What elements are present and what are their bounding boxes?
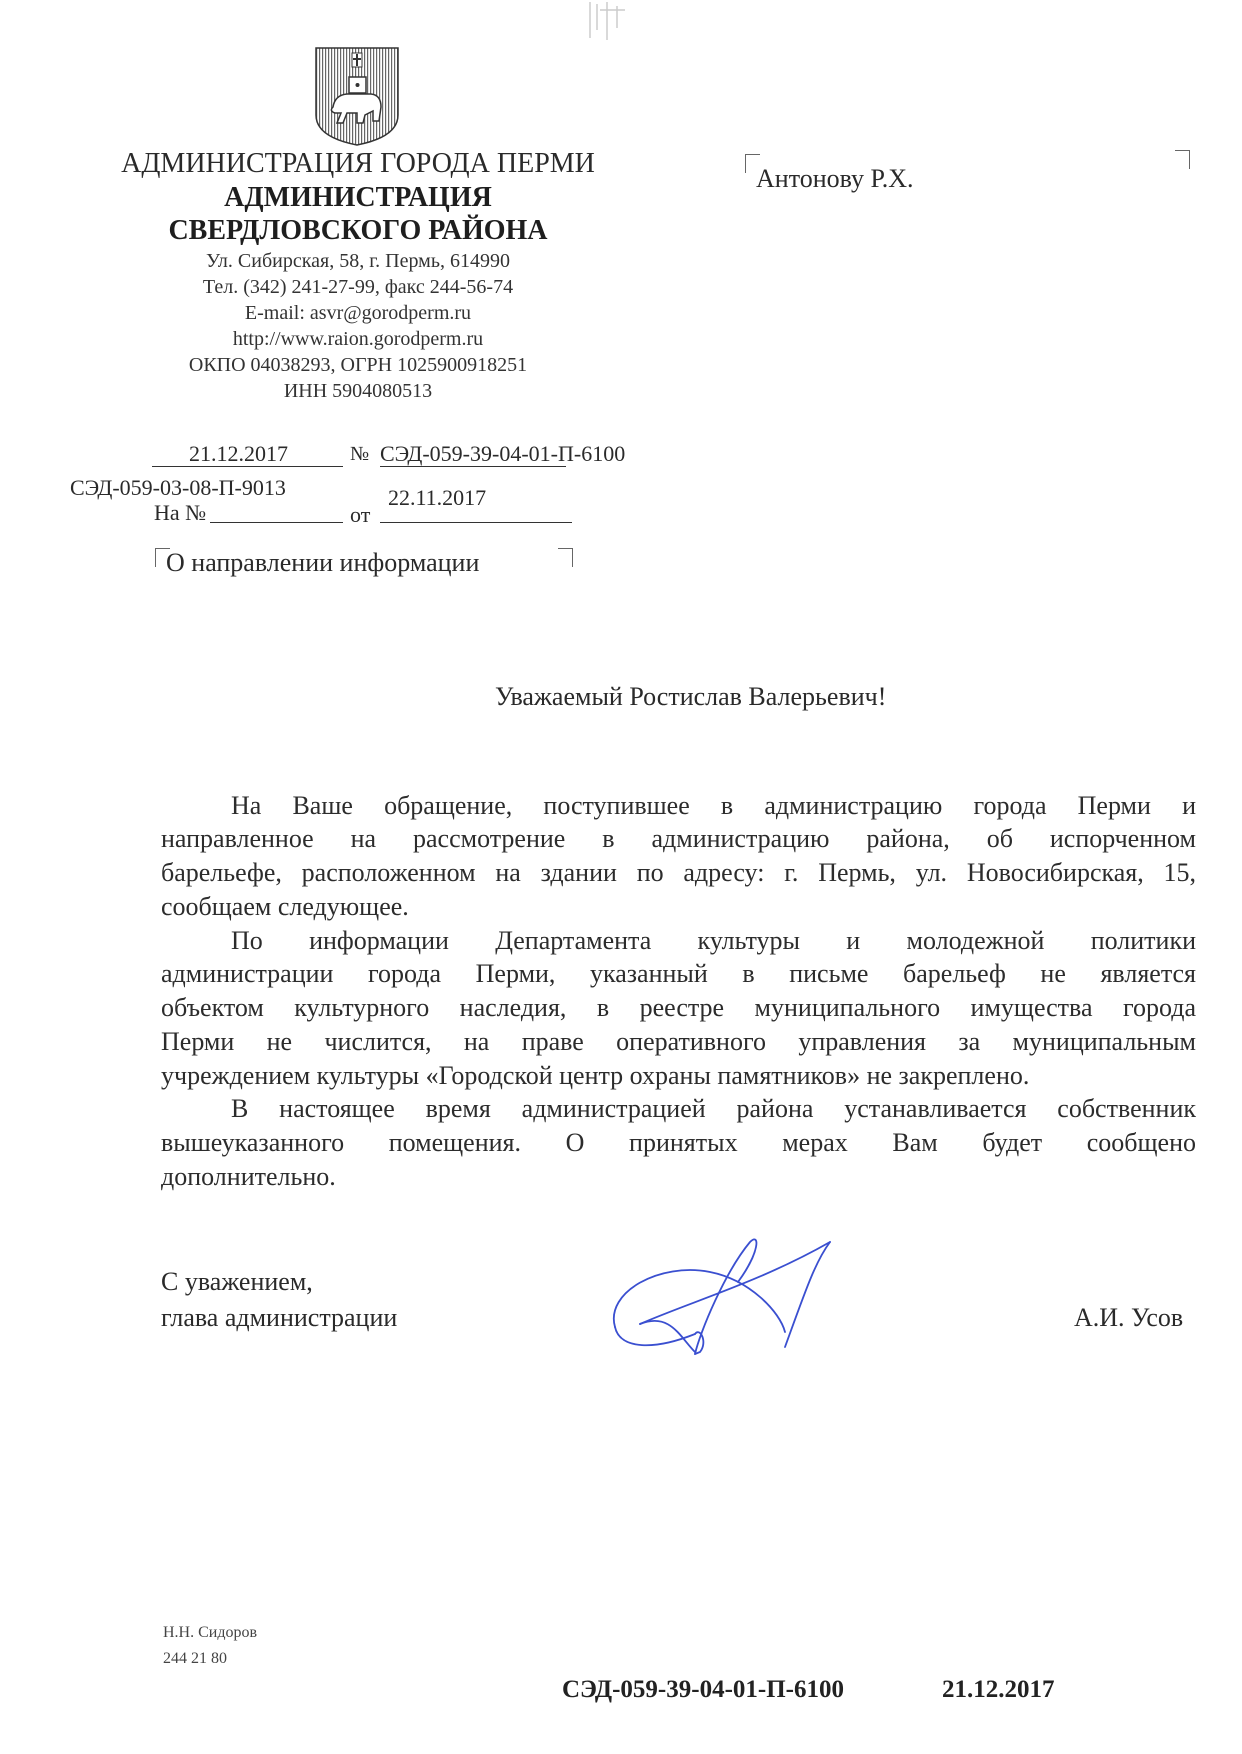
email: E-mail: asvr@gorodperm.ru	[244, 302, 472, 324]
scan-artifact	[585, 0, 630, 42]
signatory-name: А.И. Усов	[1074, 1303, 1184, 1332]
okpo-ogrn: ОКПО 04038293, ОГРН 1025900918251	[188, 354, 528, 376]
perm-coat-of-arms-logo	[313, 45, 401, 147]
incoming-date-underline	[380, 522, 572, 523]
inn: ИНН 5904080513	[283, 380, 433, 402]
addressee: Антонову Р.Х.	[756, 164, 914, 193]
body-line: По информации Департамента культуры и молодежной политики	[231, 926, 1196, 955]
addressee-corner-right	[1175, 150, 1190, 169]
number-sign: №	[350, 443, 370, 465]
closing-regards: С уважением,	[161, 1267, 313, 1296]
body-line: объектом культурного наследия, в реестре муниципального имущества города	[161, 993, 1196, 1022]
from-label: от	[350, 502, 371, 527]
footer-document-date: 21.12.2017	[942, 1676, 1055, 1703]
incoming-number: СЭД-059-03-08-П-9013	[70, 475, 286, 500]
body-line: направленное на рассмотрение в администрацию района, об испорченном	[161, 824, 1196, 853]
subject-corner-right	[558, 548, 573, 567]
subject: О направлении информации	[166, 548, 480, 577]
city-administration-title: АДМИНИСТРАЦИЯ ГОРОДА ПЕРМИ	[121, 148, 595, 179]
body-line: вышеуказанного помещения. О принятых мерах Вам будет сообщено	[161, 1128, 1196, 1157]
body-line: учреждением культуры «Городской центр охраны памятников» не закреплено.	[161, 1061, 1030, 1090]
body-line: На Ваше обращение, поступившее в администрацию города Перми и	[231, 791, 1196, 820]
greeting: Уважаемый Ростислав Валерьевич!	[495, 682, 887, 711]
footer-document-number: СЭД-059-39-04-01-П-6100	[562, 1676, 845, 1703]
body-line: администрации города Перми, указанный в письме барельеф не является	[161, 959, 1196, 988]
body-line: Перми не числится, на праве оперативного управления за муниципальным	[161, 1027, 1196, 1056]
district-administration-title-line1: АДМИНИСТРАЦИЯ	[224, 182, 492, 213]
reply-number-underline	[210, 522, 343, 523]
reply-to-label: На №	[154, 500, 207, 525]
handwritten-signature	[600, 1232, 890, 1357]
district-administration-title-line2: СВЕРДЛОВСКОГО РАЙОНА	[168, 215, 548, 246]
website: http://www.raion.gorodperm.ru	[232, 328, 484, 350]
address: Ул. Сибирская, 58, г. Пермь, 614990	[206, 250, 510, 272]
executor-name: Н.Н. Сидоров	[163, 1624, 258, 1641]
incoming-date: 22.11.2017	[388, 485, 487, 510]
outgoing-number: СЭД-059-39-04-01-П-6100	[380, 441, 626, 466]
body-line: дополнительно.	[161, 1162, 336, 1191]
body-line: сообщаем следующее.	[161, 892, 409, 921]
body-line: барельефе, расположенном на здании по адресу: г. Пермь, ул. Новосибирская, 15,	[161, 858, 1196, 887]
executor-phone: 244 21 80	[163, 1650, 227, 1667]
body-line: В настоящее время администрацией района устанавливается собственник	[231, 1094, 1196, 1123]
phone-fax: Тел. (342) 241-27-99, факс 244-56-74	[202, 276, 514, 298]
outgoing-date: 21.12.2017	[189, 441, 288, 466]
signatory-position: глава администрации	[161, 1303, 398, 1332]
